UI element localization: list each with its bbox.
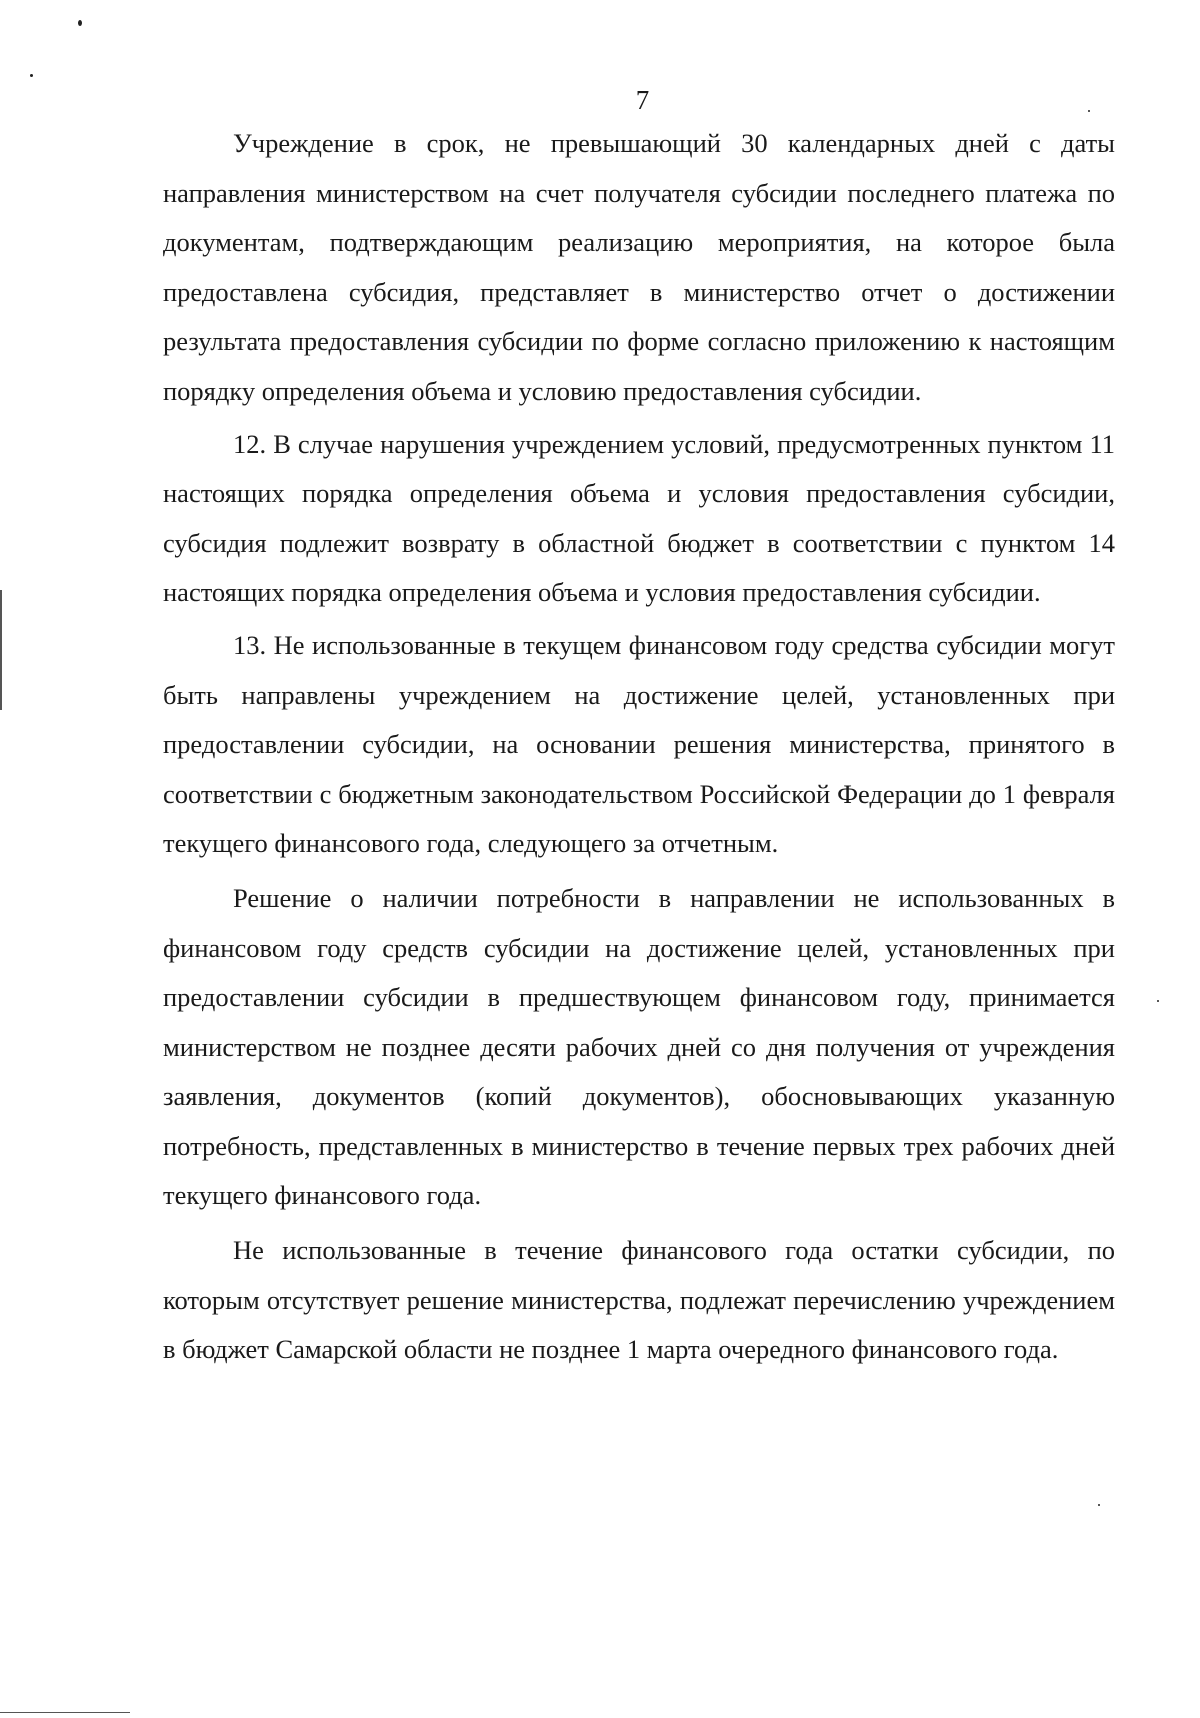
scan-edge-line xyxy=(0,590,2,710)
paragraph-remaining-balance: Не использованные в течение финансового года остатки субсидии, по которым отсутствует решение министерства, подлежат перечислению учреждением в бюджет Самарской области не позднее 1 марта очередного финансового года. xyxy=(163,1235,1115,1365)
scan-speck xyxy=(78,20,82,26)
scan-speck xyxy=(1157,1000,1159,1002)
paragraph-report-deadline: Учреждение в срок, не превышающий 30 календарных дней с даты направления министерством на счет получателя субсидии последнего платежа по документам, подтверждающим реализацию мероприятия, на которое была предоставлена субсидия, представляет в министерство отчет о достижении результата предоставления субсидии по форме согласно приложению к настоящим порядку определения объема и условию предоставления субсидии. xyxy=(163,128,1115,406)
scan-speck xyxy=(30,74,33,77)
paragraph-need-decision: Решение о наличии потребности в направлении не использованных в финансовом году средств субсидии на достижение целей, установленных при предоставлении субсидии в предшествующем финансовом году, принимается министерством не позднее десяти рабочих дней со дня получения от учреждения заявления, документов (копий документов), обосновывающих указанную потребность, представленных в министерство в течение первых трех рабочих дней текущего финансового года. xyxy=(163,882,1115,1211)
scan-speck xyxy=(1098,1504,1100,1506)
page-number: 7 xyxy=(635,85,650,115)
paragraph-13-unused-funds: 13. Не использованные в текущем финансовом году средства субсидии могут быть направлены учреждением на достижение целей, установленных при предоставлении субсидии, на основании решения министерства, принятого в соответствии с бюджетным законодательством Российской Федерации до 1 февраля текущего финансового года, следующего за отчетным. xyxy=(163,629,1115,859)
document-body xyxy=(163,119,1115,1375)
paragraph-12-subsidy-return: 12. В случае нарушения учреждением условий, предусмотренных пунктом 11 настоящих порядка определения объема и условия предоставления субсидии, субсидия подлежит возврату в областной бюджет в соответствии с пунктом 14 настоящих порядка определения объема и условия предоставления субсидии. xyxy=(163,428,1115,608)
scan-edge-line xyxy=(0,1712,130,1713)
